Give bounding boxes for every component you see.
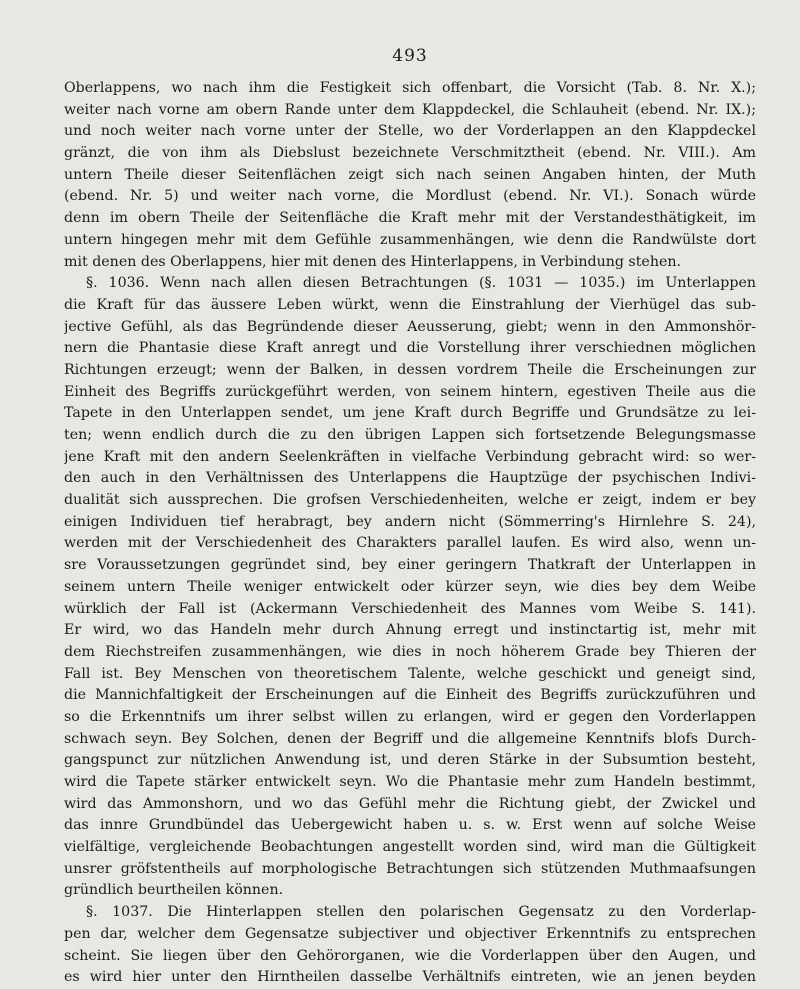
text-line: Tapete in den Unterlappen sendet, um jene Kraft durch Begriffe und Grundsätze zu lei-: [64, 405, 756, 422]
text-line: denn im obern Theile der Seitenfläche die Kraft mehr mit der Verstandesthätigkeit, im: [64, 210, 756, 227]
text-line: ten; wenn endlich durch die zu den übrigen Lappen sich fortsetzende Belegungsmasse: [64, 427, 756, 443]
text-line: pen dar, welcher dem Gegensatze subjectiver und objectiver Erkenntnifs zu entsprechen: [64, 925, 756, 942]
text-line: und noch weiter nach vorne unter der Stelle, wo der Vorderlappen an den Klappdeckel: [64, 123, 756, 140]
text-line: den auch in den Verhältnissen des Unterlappens die Hauptzüge der psychischen Indivi-: [64, 470, 756, 487]
text-line: Er wird, wo das Handeln mehr durch Ahnung erregt und instinctartig ist, mehr mit: [64, 622, 756, 639]
text-line: dualität sich aussprechen. Die grofsen Verschiedenheiten, welche er zeigt, indem er bey: [64, 492, 756, 509]
text-line: wird das Ammonshorn, und wo das Gefühl mehr die Richtung giebt, der Zwickel und: [64, 795, 756, 812]
text-line: jene Kraft mit den andern Seelenkräften in vielfache Verbindung gebracht wird: so wer-: [64, 448, 756, 465]
text-line: wird die Tapete stärker entwickelt seyn. Wo die Phantasie mehr zum Handeln bestimmt,: [64, 774, 756, 790]
text-line: die Mannichfaltigkeit der Erscheinungen auf die Einheit des Begriffs zurückzuführen und: [64, 687, 756, 704]
text-line: es wird hier unter den Hirntheilen dasselbe Verhältnifs eintreten, wie an jenen beyden: [64, 969, 756, 986]
text-line: untern hingegen mehr mit dem Gefühle zusammenhängen, wie denn die Randwülste dort: [64, 231, 756, 248]
text-line: weiter nach vorne am obern Rande unter dem Klappdeckel, die Schlauheit (ebend. Nr. IX.);: [64, 101, 756, 118]
text-line: vielfältige, vergleichende Beobachtungen angestellt worden sind, wird man die Gültigkeit: [64, 839, 756, 856]
text-line: jective Gefühl, als das Begründende dieser Aeusserung, giebt; wenn in den Ammonshör-: [64, 318, 756, 335]
text-line: Richtungen erzeugt; wenn der Balken, in dessen vordrem Theile die Erscheinungen zur: [64, 361, 756, 378]
text-line: §. 1037. Die Hinterlappen stellen den polarischen Gegensatz zu den Vorderlap-: [86, 904, 756, 921]
body-text: [64, 78, 756, 989]
text-line: seinem untern Theile weniger entwickelt oder kürzer seyn, wie dies bey dem Weibe: [64, 578, 756, 595]
text-line: nern die Phantasie diese Kraft anregt und die Vorstellung ihrer verschiednen möglichen: [64, 340, 756, 357]
text-line: §. 1036. Wenn nach allen diesen Betrachtungen (§. 1031 — 1035.) im Unterlappen: [86, 275, 756, 292]
page-number: 493: [392, 46, 428, 66]
text-line: so die Erkenntnifs um ihrer selbst willen zu erlangen, wird er gegen den Vorderlappen: [64, 708, 756, 725]
text-line: Einheit des Begriffs zurückgeführt werden, von seinem hintern, egestiven Theile aus die: [64, 383, 756, 400]
text-line: schwach seyn. Bey Solchen, denen der Begriff und die allgemeine Kenntnifs blofs Durch-: [64, 730, 756, 747]
text-line: dem Riechstreifen zusammenhängen, wie dies in noch höherem Grade bey Thieren der: [64, 643, 756, 660]
text-line: gangspunct zur nützlichen Anwendung ist, und deren Stärke in der Subsumtion besteht,: [64, 752, 756, 769]
text-line: mit denen des Oberlappens, hier mit denen des Hinterlappens, in Verbindung stehen.: [64, 253, 681, 270]
text-line: unsrer gröfstentheils auf morphologische Betrachtungen sich stützenden Muthmaafsungen: [64, 860, 756, 877]
text-line: Oberlappens, wo nach ihm die Festigkeit sich offenbart, die Vorsicht (Tab. 8. Nr. X.);: [64, 80, 756, 96]
text-line: sre Voraussetzungen gegründet sind, bey einer geringern Thatkraft der Unterlappen in: [64, 557, 756, 574]
text-line: untern Theile dieser Seitenflächen zeigt sich nach seinen Angaben hinten, der Muth: [64, 166, 756, 183]
text-line: das innre Grundbündel das Uebergewicht haben u. s. w. Erst wenn auf solche Weise: [64, 817, 756, 834]
text-line: gründlich beurtheilen können.: [64, 882, 284, 899]
text-line: scheint. Sie liegen über den Gehörorganen, wie die Vorderlappen über den Augen, und: [64, 947, 756, 964]
text-line: Fall ist. Bey Menschen von theoretischem Talente, welche geschickt und geneigt sind,: [64, 665, 756, 682]
text-line: die Kraft für das äussere Leben würkt, wenn die Einstrahlung der Vierhügel das sub-: [64, 296, 756, 313]
text-line: werden mit der Verschiedenheit des Charakters parallel laufen. Es wird also, wenn un-: [64, 535, 756, 552]
text-line: gränzt, die von ihm als Diebslust bezeichnete Verschmitztheit (ebend. Nr. VIII.). Am: [64, 145, 756, 162]
text-line: würklich der Fall ist (Ackermann Verschiedenheit des Mannes vom Weibe S. 141).: [64, 600, 756, 617]
text-line: (ebend. Nr. 5) und weiter nach vorne, die Mordlust (ebend. Nr. VI.). Sonach würde: [64, 188, 756, 205]
text-line: einigen Individuen tief herabragt, bey andern nicht (Sömmerring's Hirnlehre S. 24),: [64, 513, 756, 530]
